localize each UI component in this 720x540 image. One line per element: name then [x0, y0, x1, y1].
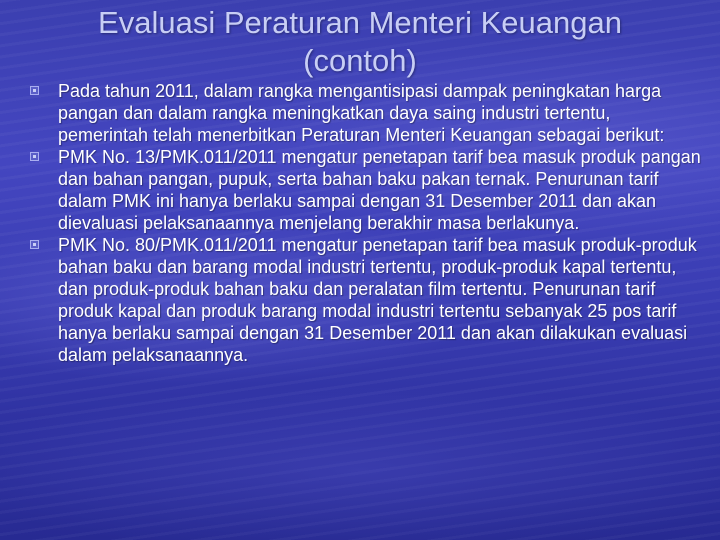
bullet-text: PMK No. 13/PMK.011/2011 mengatur penetapan tarif bea masuk produk pangan dan bahan pangan, pupuk, serta bahan baku pakan ternak. Penurunan tarif dalam PMK ini hanya berlaku sampai dengan 31 Desember 2011 dan akan dievaluasi pelaksanaannya menjelang berakhir masa berlakunya. — [58, 147, 701, 233]
bullet-text: PMK No. 80/PMK.011/2011 mengatur penetapan tarif bea masuk produk-produk bahan baku dan barang modal industri tertentu, produk-produk kapal tertentu, dan produk-produk bahan baku dan peralatan film tertentu. Penurunan tarif produk kapal dan produk barang modal industri tertentu sebanyak 25 pos tarif hanya berlaku sampai dengan 31 Desember 2011 dan akan dilakukan evaluasi dalam pelaksanaannya. — [58, 235, 697, 365]
slide-title — [60, 4, 660, 80]
bullet-list — [22, 80, 702, 366]
bullet-item — [22, 80, 702, 146]
bullet-item — [22, 146, 702, 234]
bullet-item — [22, 234, 702, 366]
square-bullet-icon — [30, 86, 39, 95]
slide-title-line-1: Evaluasi Peraturan Menteri Keuangan — [98, 5, 622, 40]
square-bullet-icon — [30, 240, 39, 249]
square-bullet-icon — [30, 152, 39, 161]
bullet-text: Pada tahun 2011, dalam rangka mengantisipasi dampak peningkatan harga pangan dan dalam rangka meningkatkan daya saing industri tertentu, pemerintah telah menerbitkan Peraturan Menteri Keuangan sebagai berikut: — [58, 81, 665, 145]
slide-title-line-2: (contoh) — [303, 43, 417, 78]
